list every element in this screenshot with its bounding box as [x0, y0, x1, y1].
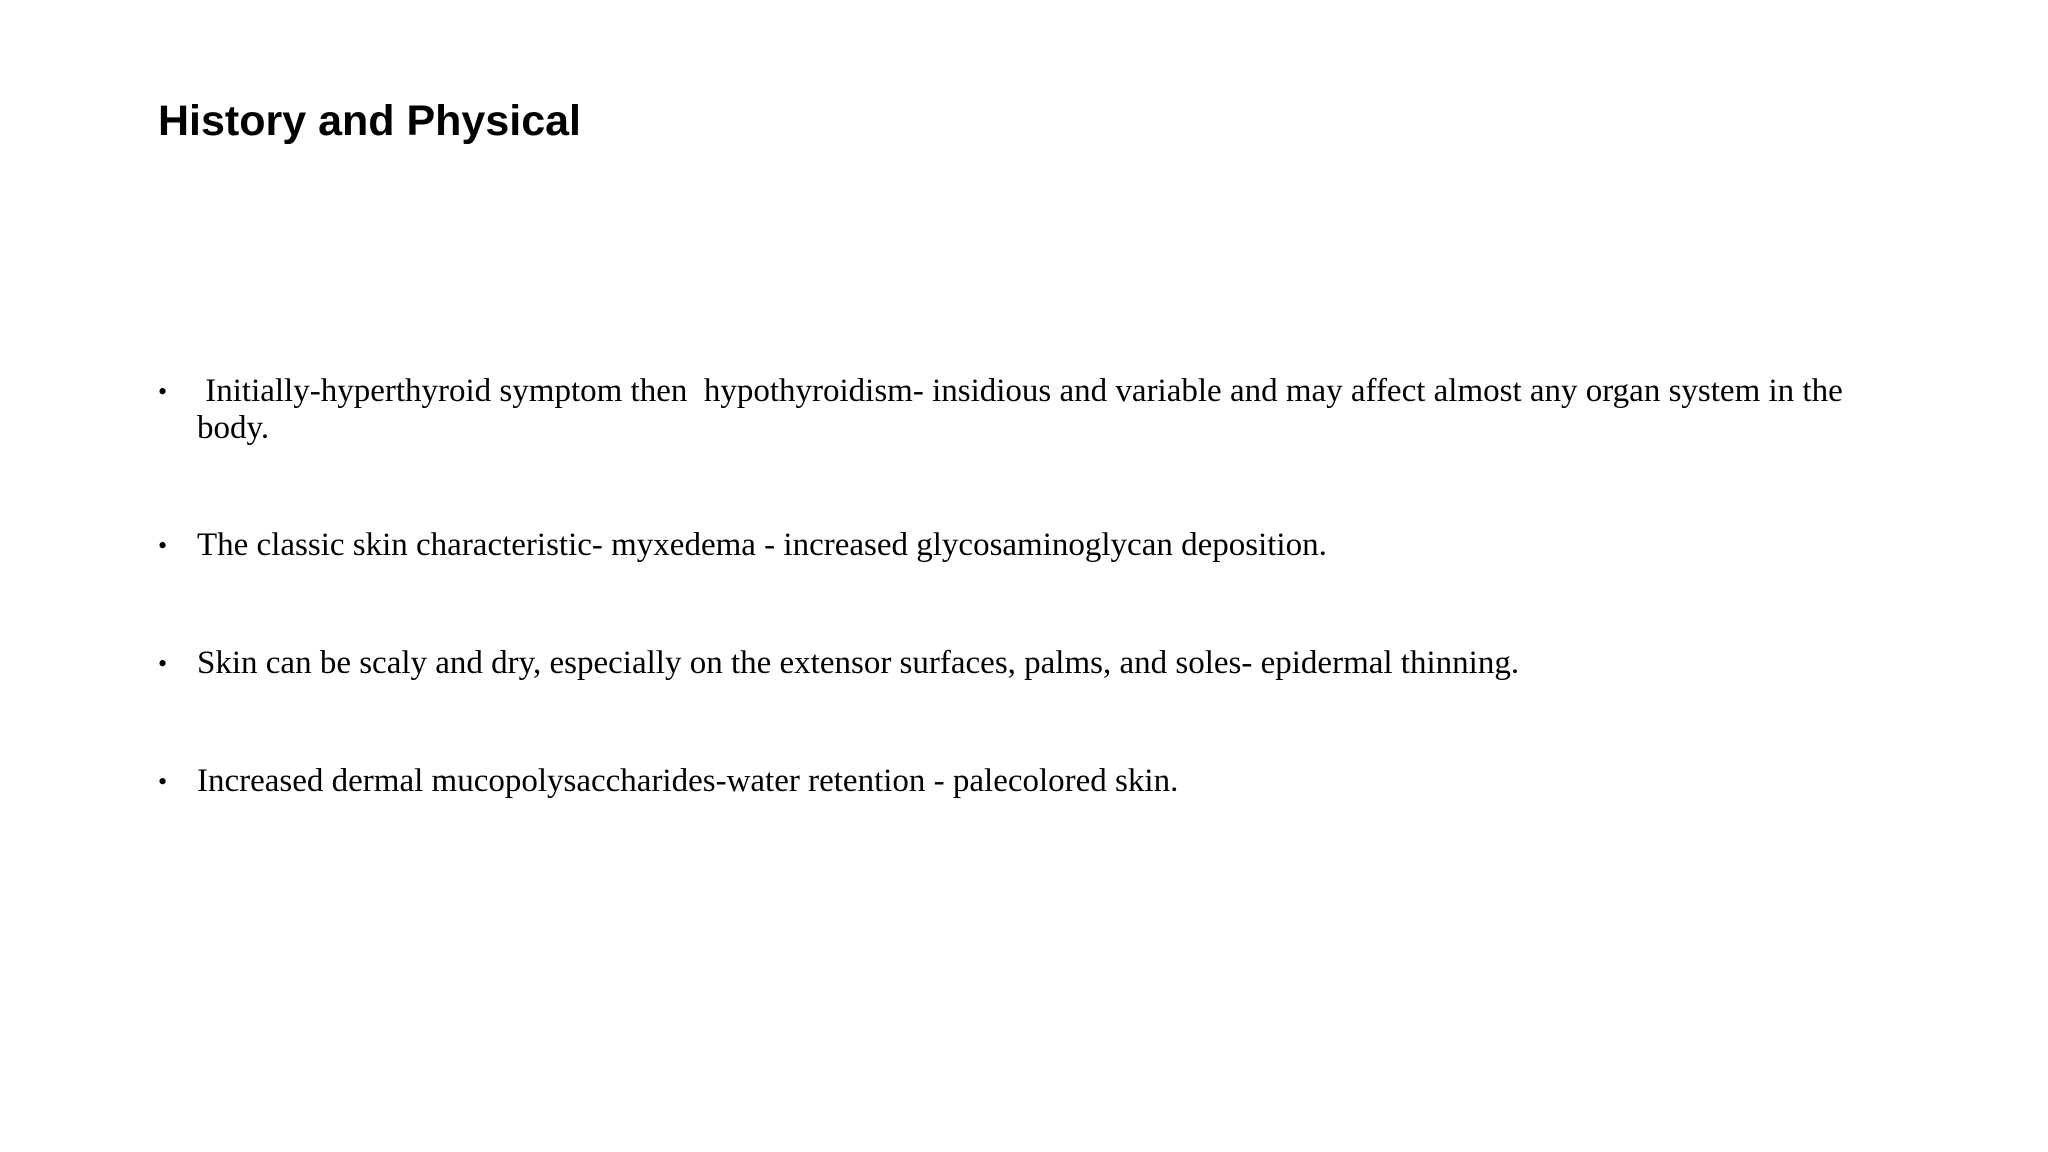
bullet-marker: •	[158, 377, 168, 406]
bullet-item-3	[158, 645, 1898, 682]
bullet-text-scaly-skin: Skin can be scaly and dry, especially on the extensor surfaces, palms, and soles- epidermal thinning.	[197, 645, 1520, 681]
bullet-marker: •	[158, 767, 168, 796]
bullet-item-4	[158, 763, 1898, 800]
bullet-item-2	[158, 527, 1898, 564]
bullet-list	[158, 373, 1898, 800]
slide-title: History and Physical	[158, 97, 581, 145]
bullet-marker: •	[158, 649, 168, 678]
bullet-text-pale-skin: Increased dermal mucopolysaccharides-water retention - palecolored skin.	[197, 763, 1179, 799]
bullet-item-1	[158, 373, 1898, 447]
bullet-marker: •	[158, 531, 168, 560]
bullet-text-initial-symptoms: Initially-hyperthyroid symptom then hypothyroidism- insidious and variable and may affect almost any organ system in the body.	[197, 373, 1851, 446]
bullet-text-skin-characteristic: The classic skin characteristic- myxedema - increased glycosaminoglycan deposition.	[197, 527, 1327, 563]
